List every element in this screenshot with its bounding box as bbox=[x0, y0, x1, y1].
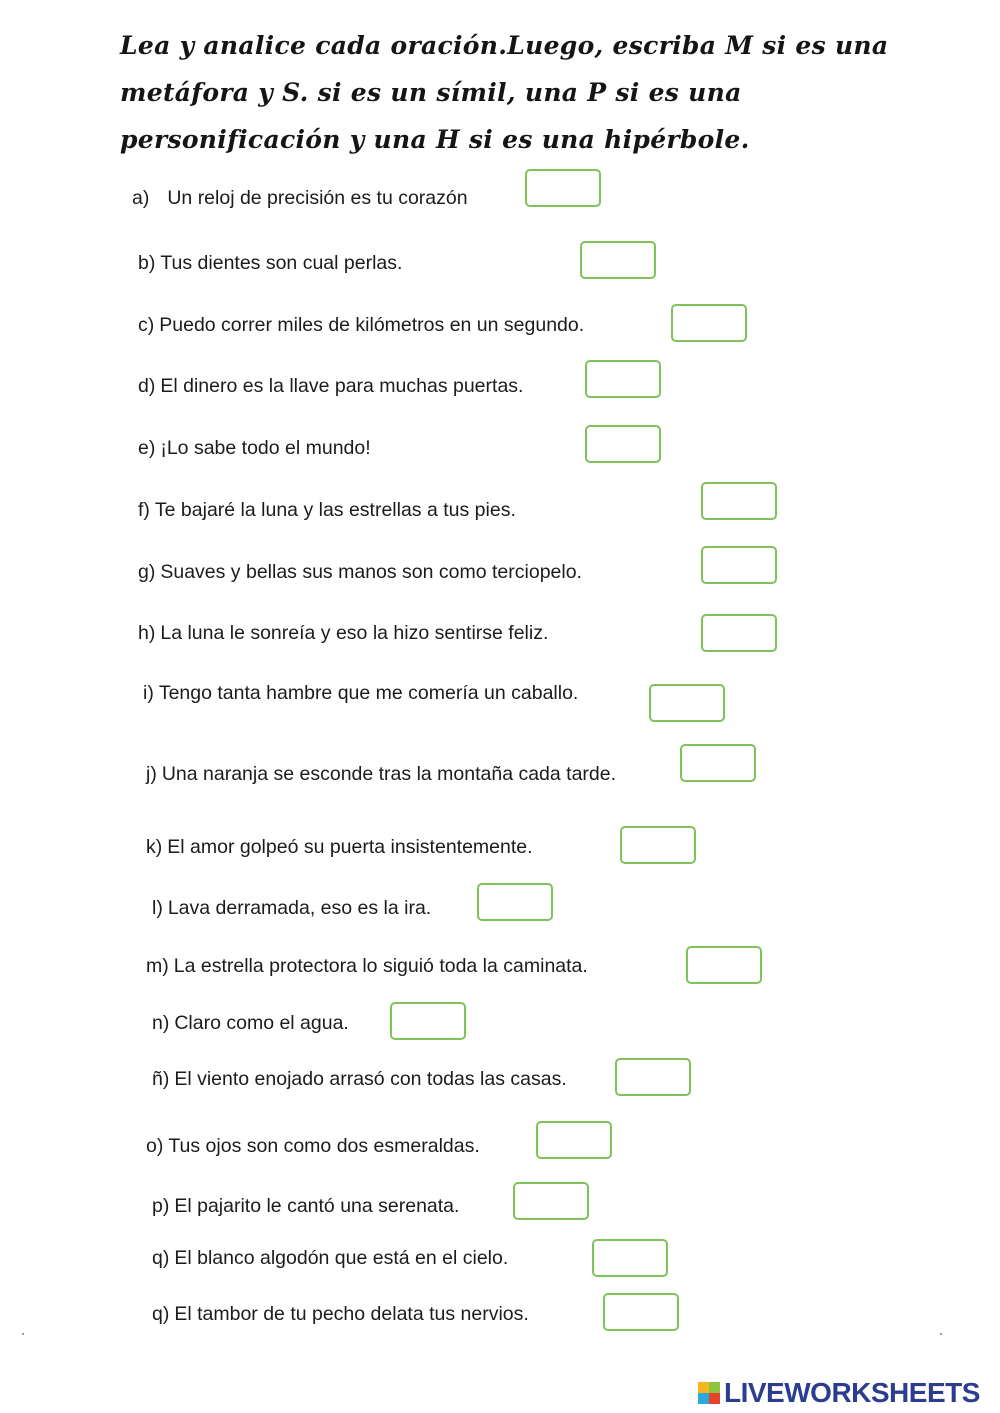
item-letter: e) bbox=[138, 437, 156, 459]
item-sentence: El tambor de tu pecho delata tus nervios. bbox=[174, 1303, 529, 1325]
item-letter: n) bbox=[152, 1012, 170, 1034]
liveworksheets-logo bbox=[698, 1376, 980, 1410]
item-letter: k) bbox=[146, 836, 163, 858]
answer-box[interactable] bbox=[585, 425, 661, 463]
item-sentence: La estrella protectora lo siguió toda la caminata. bbox=[173, 955, 588, 977]
item-letter: ñ) bbox=[152, 1068, 170, 1090]
exercise-item bbox=[138, 313, 584, 337]
answer-box[interactable] bbox=[580, 241, 656, 279]
instructions-heading: Lea y analice cada oración.Luego, escriba M si es una metáfora y S. si es un símil, una P si es una personificación y una H si es una hipérbole. bbox=[120, 31, 889, 154]
exercise-item bbox=[152, 1011, 349, 1035]
item-sentence: Claro como el agua. bbox=[174, 1012, 349, 1034]
item-letter: m) bbox=[146, 955, 169, 977]
item-letter: h) bbox=[138, 622, 156, 644]
exercise-item bbox=[146, 835, 533, 859]
exercise-item bbox=[146, 954, 588, 978]
exercise-item bbox=[138, 436, 371, 460]
answer-box[interactable] bbox=[701, 546, 777, 584]
item-letter: c) bbox=[138, 314, 155, 336]
exercise-item bbox=[152, 1246, 508, 1270]
exercise-item bbox=[146, 762, 616, 786]
item-letter: d) bbox=[138, 375, 156, 397]
item-letter: q) bbox=[152, 1303, 170, 1325]
exercise-item bbox=[138, 498, 516, 522]
answer-box[interactable] bbox=[671, 304, 747, 342]
item-sentence: Un reloj de precisión es tu corazón bbox=[167, 187, 468, 209]
item-sentence: La luna le sonreía y eso la hizo sentirse feliz. bbox=[160, 622, 549, 644]
answer-box[interactable] bbox=[390, 1002, 466, 1040]
page-mark bbox=[940, 1333, 942, 1335]
answer-box[interactable] bbox=[513, 1182, 589, 1220]
item-sentence: Tengo tanta hambre que me comería un caballo. bbox=[158, 682, 579, 704]
item-sentence: ¡Lo sabe todo el mundo! bbox=[160, 437, 371, 459]
item-letter: o) bbox=[146, 1135, 164, 1157]
exercise-item bbox=[138, 251, 402, 275]
logo-icon bbox=[698, 1382, 720, 1404]
exercise-item bbox=[138, 621, 548, 645]
answer-box[interactable] bbox=[525, 169, 601, 207]
exercise-item bbox=[152, 1194, 459, 1218]
item-letter: b) bbox=[138, 252, 156, 274]
exercise-item bbox=[152, 1302, 529, 1326]
answer-box[interactable] bbox=[701, 614, 777, 652]
exercise-item bbox=[143, 681, 578, 705]
answer-box[interactable] bbox=[592, 1239, 668, 1277]
exercise-item bbox=[152, 896, 431, 920]
item-letter: f) bbox=[138, 499, 150, 521]
item-sentence: Puedo correr miles de kilómetros en un segundo. bbox=[159, 314, 585, 336]
exercise-item bbox=[152, 1067, 567, 1091]
exercise-item bbox=[146, 1134, 480, 1158]
item-sentence: El pajarito le cantó una serenata. bbox=[174, 1195, 460, 1217]
exercise-item bbox=[138, 374, 523, 398]
item-sentence: Suaves y bellas sus manos son como terciopelo. bbox=[160, 561, 582, 583]
item-sentence: El dinero es la llave para muchas puertas. bbox=[160, 375, 524, 397]
item-sentence: Lava derramada, eso es la ira. bbox=[167, 897, 432, 919]
item-sentence: El viento enojado arrasó con todas las casas. bbox=[174, 1068, 567, 1090]
item-letter: g) bbox=[138, 561, 156, 583]
logo-text: LIVEWORKSHEETS bbox=[724, 1377, 980, 1408]
item-sentence: Tus ojos son como dos esmeraldas. bbox=[168, 1135, 480, 1157]
item-letter: l) bbox=[152, 897, 163, 919]
item-sentence: El blanco algodón que está en el cielo. bbox=[174, 1247, 509, 1269]
exercise-item bbox=[132, 186, 468, 210]
answer-box[interactable] bbox=[615, 1058, 691, 1096]
item-sentence: Una naranja se esconde tras la montaña cada tarde. bbox=[161, 763, 617, 785]
answer-box[interactable] bbox=[585, 360, 661, 398]
answer-box[interactable] bbox=[603, 1293, 679, 1331]
item-letter: q) bbox=[152, 1247, 170, 1269]
item-sentence: El amor golpeó su puerta insistentemente. bbox=[167, 836, 533, 858]
exercise-item bbox=[138, 560, 582, 584]
item-letter: i) bbox=[143, 682, 154, 704]
item-sentence: Tus dientes son cual perlas. bbox=[160, 252, 403, 274]
page-mark bbox=[22, 1333, 24, 1335]
answer-box[interactable] bbox=[680, 744, 756, 782]
item-letter: a) bbox=[132, 187, 150, 209]
answer-box[interactable] bbox=[686, 946, 762, 984]
answer-box[interactable] bbox=[649, 684, 725, 722]
item-letter: j) bbox=[146, 763, 157, 785]
answer-box[interactable] bbox=[477, 883, 553, 921]
item-sentence: Te bajaré la luna y las estrellas a tus pies. bbox=[154, 499, 516, 521]
answer-box[interactable] bbox=[536, 1121, 612, 1159]
answer-box[interactable] bbox=[701, 482, 777, 520]
answer-box[interactable] bbox=[620, 826, 696, 864]
item-letter: p) bbox=[152, 1195, 170, 1217]
